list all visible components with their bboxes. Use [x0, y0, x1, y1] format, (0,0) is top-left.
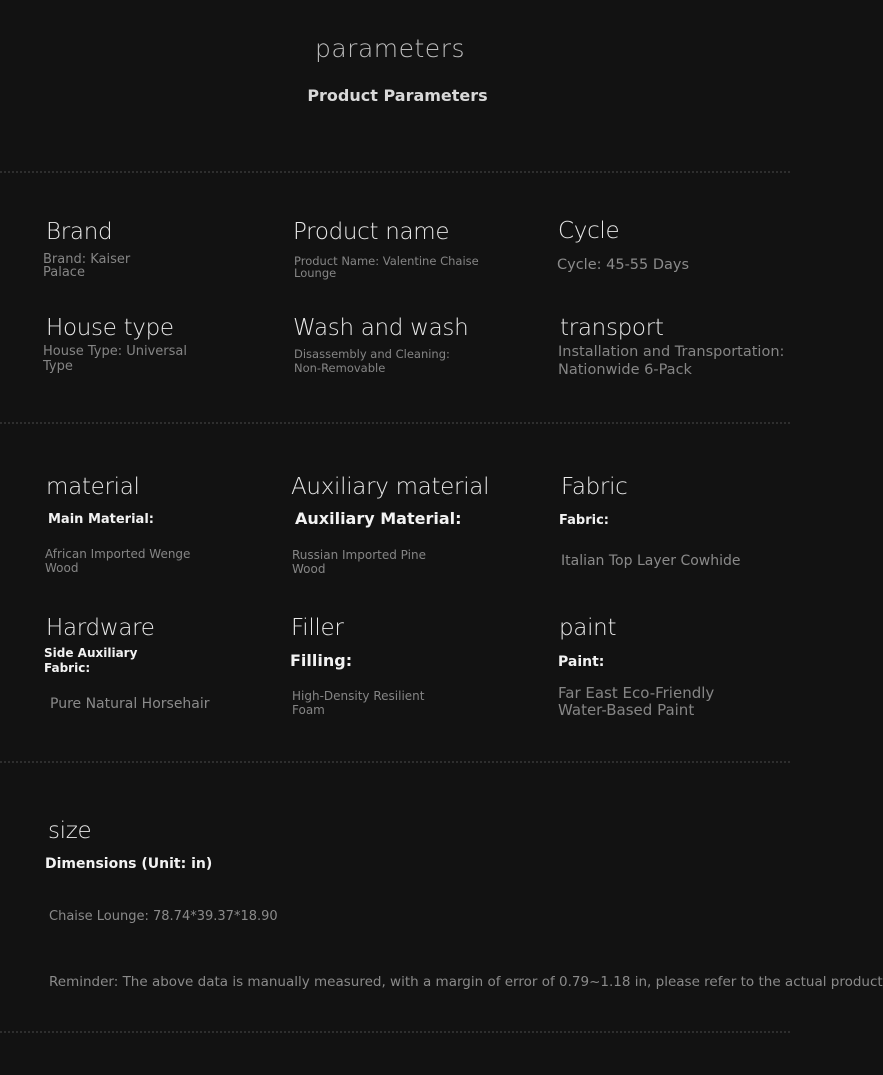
hardware-heading: Hardware — [46, 615, 155, 641]
product-name-value: Product Name: Valentine Chaise Lounge — [294, 254, 479, 280]
house-type-heading: House type — [46, 315, 174, 341]
fabric-value: Italian Top Layer Cowhide — [561, 553, 741, 569]
transport-heading: transport — [560, 315, 664, 341]
wash-value: Disassembly and Cleaning: Non-Removable — [294, 347, 450, 375]
material-label: Main Material: — [48, 512, 154, 527]
hardware-label: Side Auxiliary Fabric: — [44, 646, 138, 675]
divider — [0, 761, 790, 763]
filler-value: High-Density Resilient Foam — [292, 689, 425, 717]
transport-value: Installation and Transportation: Nationwide 6-Pack — [558, 344, 785, 378]
fabric-heading: Fabric — [561, 474, 628, 500]
auxiliary-value: Russian Imported Pine Wood — [292, 548, 426, 576]
auxiliary-label: Auxiliary Material: — [295, 509, 462, 528]
divider — [0, 171, 790, 173]
cycle-value: Cycle: 45-55 Days — [557, 257, 690, 273]
house-type-value: House Type: Universal Type — [43, 344, 187, 374]
product-name-heading: Product name — [293, 219, 450, 245]
page-title: parameters — [314, 34, 465, 63]
filler-label: Filling: — [290, 651, 353, 670]
material-heading: material — [46, 474, 140, 500]
filler-heading: Filler — [291, 615, 344, 641]
fabric-label: Fabric: — [559, 513, 609, 528]
paint-value: Far East Eco-Friendly Water-Based Paint — [558, 684, 715, 719]
material-value: African Imported Wenge Wood — [45, 547, 191, 575]
wash-heading: Wash and wash — [293, 315, 469, 341]
brand-heading: Brand — [46, 219, 113, 245]
dimensions-label: Dimensions (Unit: in) — [45, 856, 213, 872]
brand-value: Brand: Kaiser Palace — [43, 252, 131, 280]
size-heading: size — [48, 818, 92, 844]
divider — [0, 422, 790, 424]
auxiliary-heading: Auxiliary material — [291, 474, 490, 500]
reminder-text: Reminder: The above data is manually measured, with a margin of error of 0.79~1.18 in, please refer to the actual product — [49, 974, 883, 990]
hardware-value: Pure Natural Horsehair — [50, 696, 210, 712]
paint-heading: paint — [559, 615, 617, 641]
dimensions-value: Chaise Lounge: 78.74*39.37*18.90 — [49, 909, 278, 924]
page-subtitle: Product Parameters — [307, 86, 488, 105]
paint-label: Paint: — [558, 654, 605, 670]
divider — [0, 1031, 790, 1033]
cycle-heading: Cycle — [558, 218, 620, 244]
